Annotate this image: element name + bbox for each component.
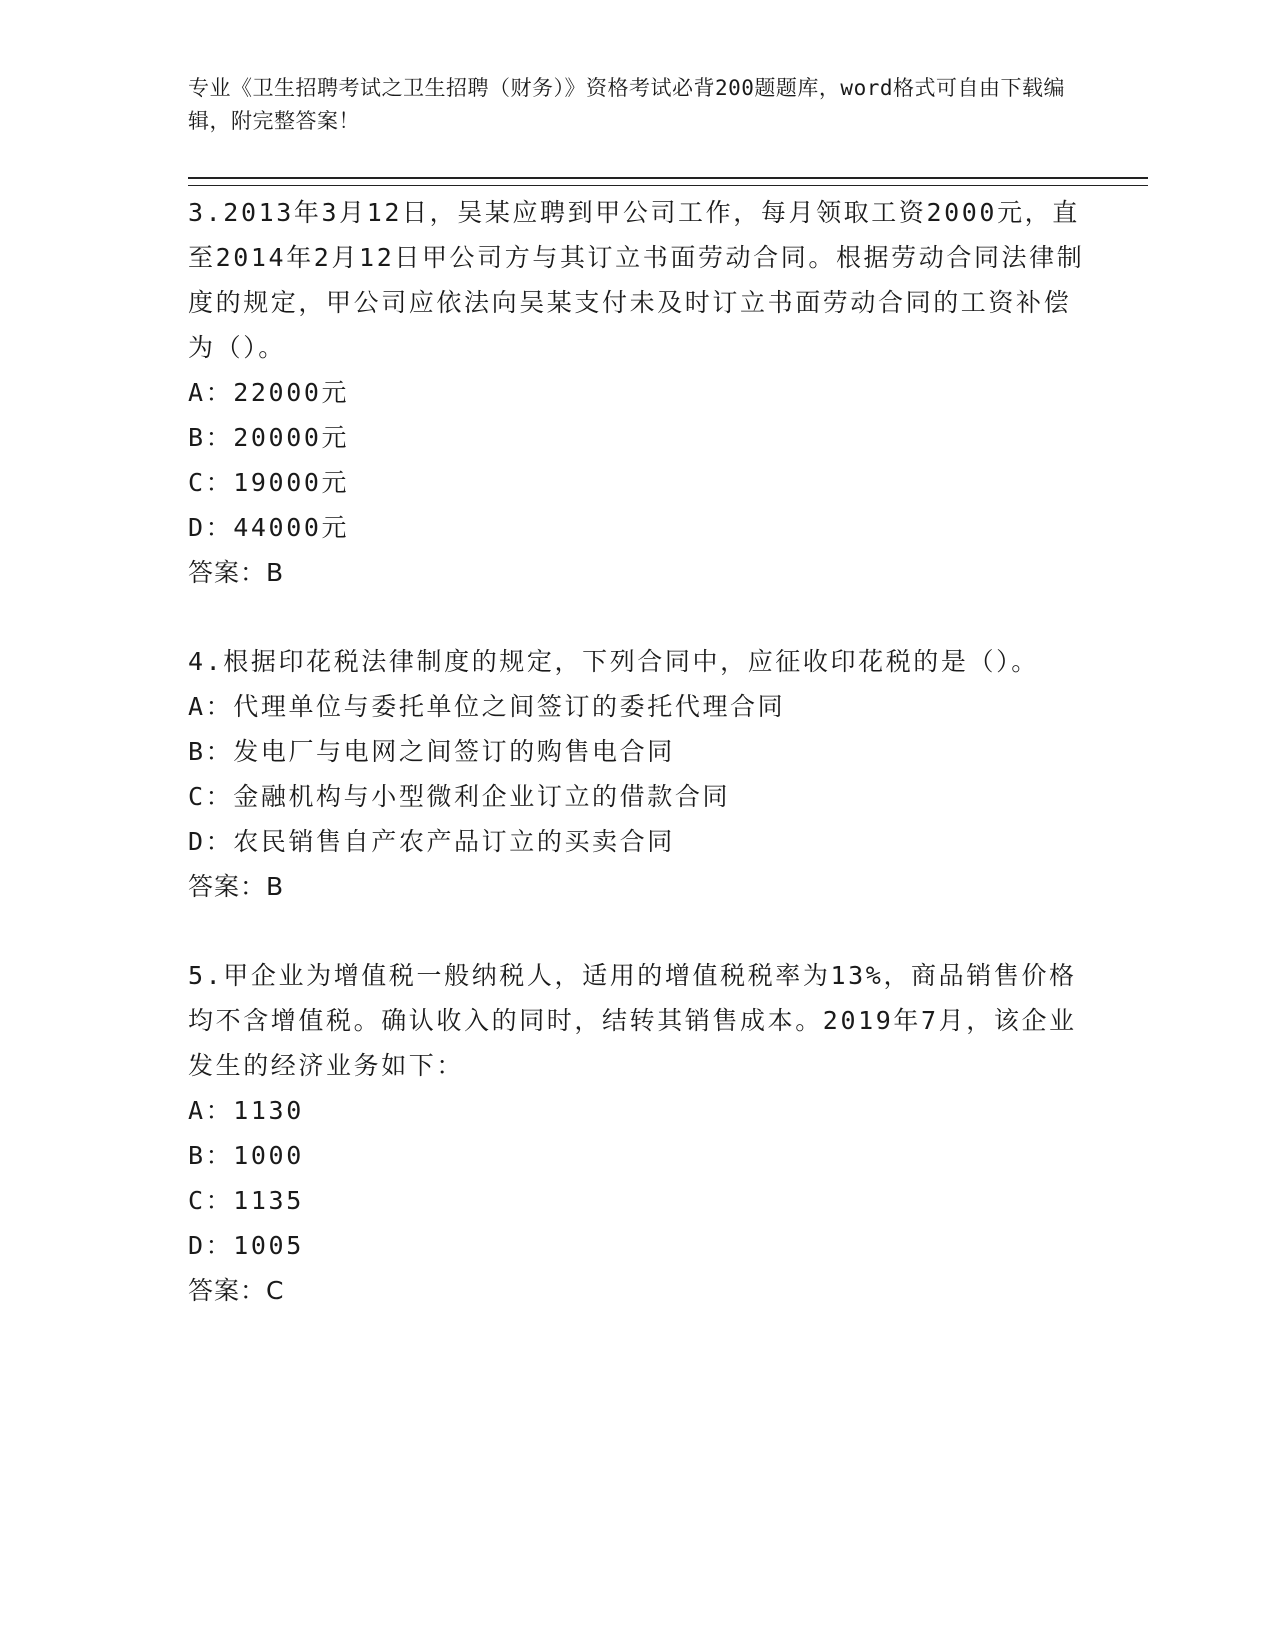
option-d: D：44000元 <box>188 513 350 542</box>
option-a: A：代理单位与委托单位之间签订的委托代理合同 <box>188 692 786 721</box>
option-d: D：1005 <box>188 1231 304 1260</box>
question-stem: 3.2013年3月12日，吴某应聘到甲公司工作，每月领取工资2000元，直至2014年2月12日甲公司方与其订立书面劳动合同。根据劳动合同法律制度的规定，甲公司应依法向吴某支付未及时订立书面劳动合同的工资补偿为（）。 <box>188 198 1085 362</box>
option-c: C：19000元 <box>188 468 350 497</box>
option-a: A：22000元 <box>188 378 350 407</box>
option-c: C：1135 <box>188 1186 304 1215</box>
option-c: C：金融机构与小型微利企业订立的借款合同 <box>188 782 731 811</box>
option-a: A：1130 <box>188 1096 304 1125</box>
option-b: B：1000 <box>188 1141 304 1170</box>
header-divider <box>188 177 1148 186</box>
option-list <box>188 684 1088 864</box>
answer-line: 答案：C <box>188 1276 285 1305</box>
question-stem: 5.甲企业为增值税一般纳税人，适用的增值税税率为13%，商品销售价格均不含增值税。确认收入的同时，结转其销售成本。2019年7月，该企业发生的经济业务如下： <box>188 961 1077 1080</box>
option-b: B：发电厂与电网之间签订的购售电合同 <box>188 737 675 766</box>
document-header <box>188 72 1088 138</box>
option-d: D：农民销售自产农产品订立的买卖合同 <box>188 827 675 856</box>
question-3 <box>188 190 1088 595</box>
question-4 <box>188 639 1088 909</box>
option-b: B：20000元 <box>188 423 350 452</box>
option-list <box>188 370 1088 550</box>
option-list <box>188 1088 1088 1268</box>
answer-line: 答案：B <box>188 558 285 587</box>
question-5 <box>188 953 1088 1313</box>
answer-line: 答案：B <box>188 872 285 901</box>
question-stem: 4.根据印花税法律制度的规定，下列合同中，应征收印花税的是（）。 <box>188 647 1039 676</box>
question-list <box>188 190 1088 1357</box>
document-title: 专业《卫生招聘考试之卫生招聘（财务）》资格考试必背200题题库，word格式可自由下载编辑，附完整答案！ <box>188 76 1065 133</box>
